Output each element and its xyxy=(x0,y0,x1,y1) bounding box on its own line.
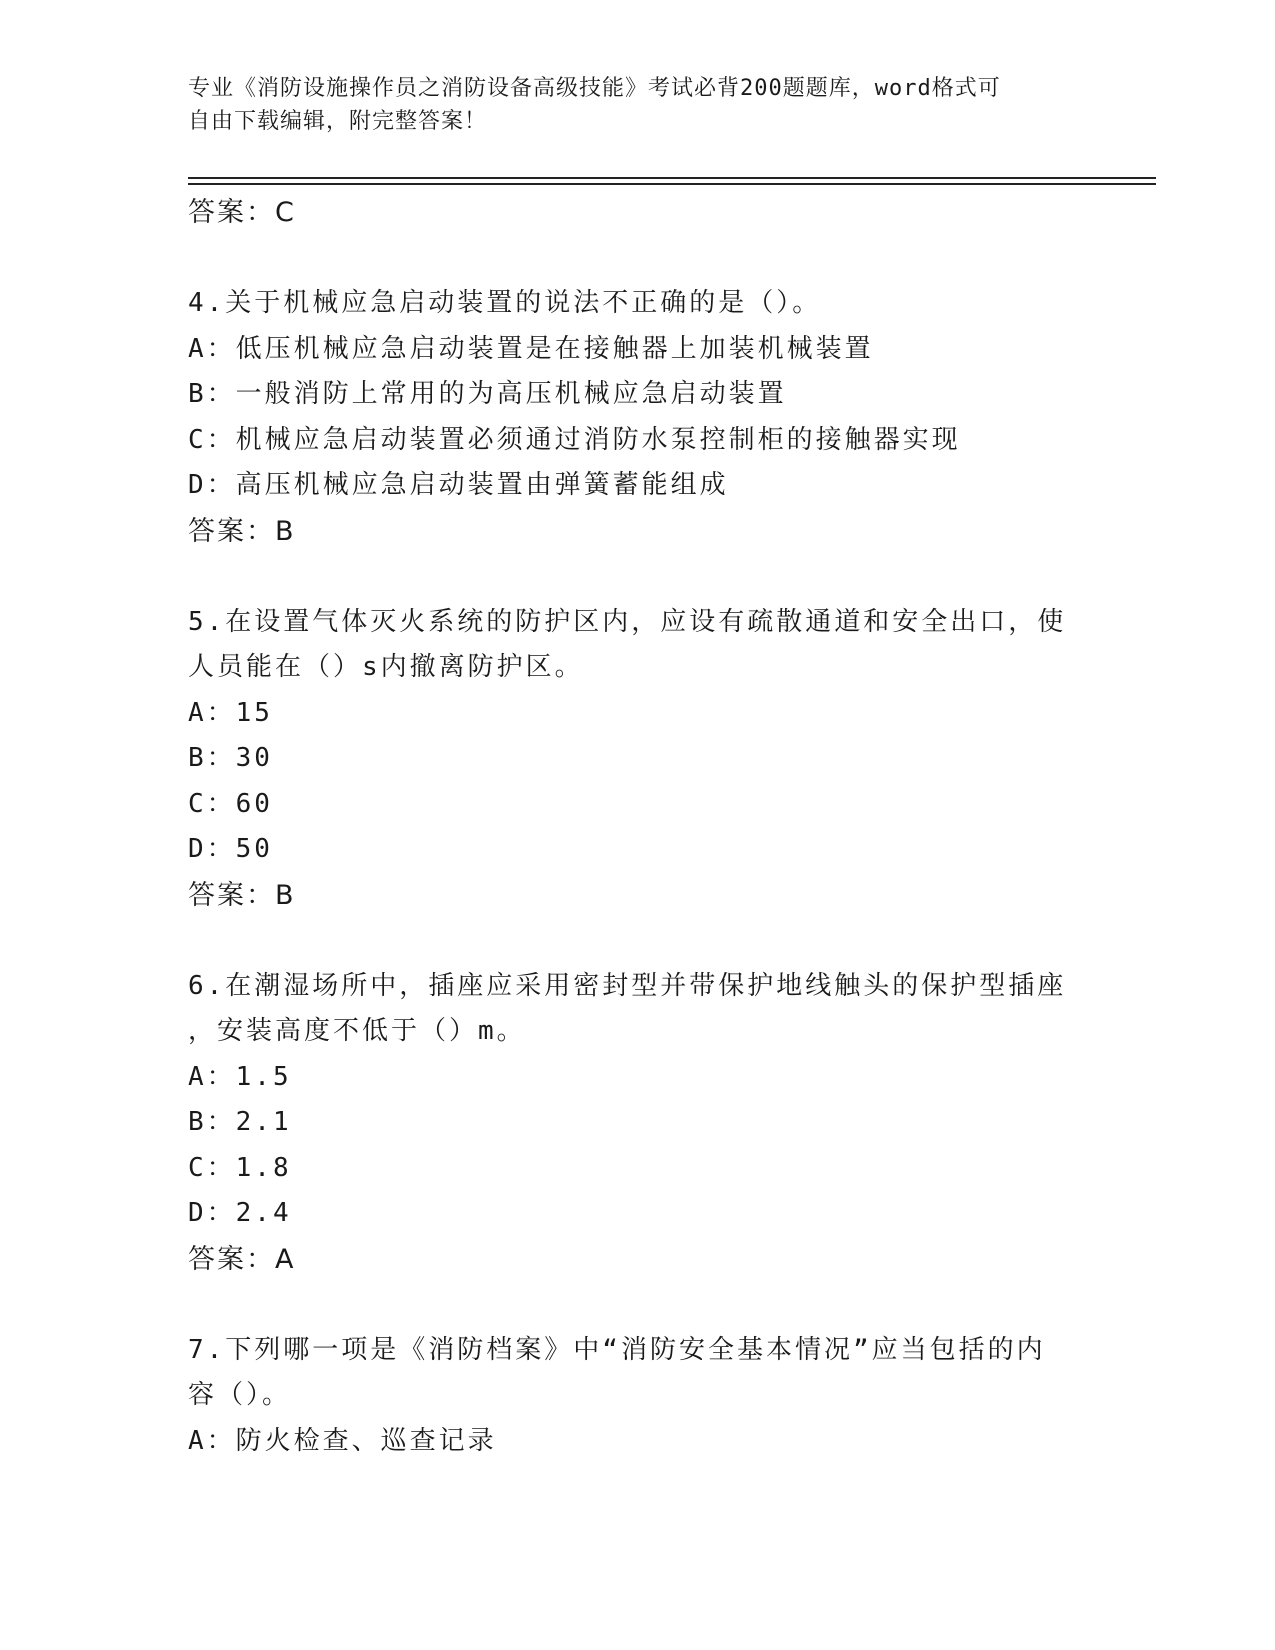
header-line-2: 自由下载编辑，附完整答案！ xyxy=(188,109,488,134)
spacer xyxy=(188,918,1068,964)
question-list xyxy=(188,190,1068,1464)
question-5 xyxy=(188,600,1068,919)
option-a: A：防火检查、巡查记录 xyxy=(188,1425,497,1456)
question-stem: 4.关于机械应急启动装置的说法不正确的是（）。 xyxy=(188,288,822,318)
option-b: B：30 xyxy=(188,743,273,773)
option-c: C：60 xyxy=(188,788,273,819)
header-line-1: 专业《消防设施操作员之消防设备高级技能》考试必背200题题库，word格式可 xyxy=(188,76,1001,101)
question-6 xyxy=(188,964,1068,1283)
question-stem: 6.在潮湿场所中，插座应采用密封型并带保护地线触头的保护型插座 xyxy=(188,970,1067,1001)
option-c: C：机械应急启动装置必须通过消防水泵控制柜的接触器实现 xyxy=(188,424,961,455)
spacer xyxy=(188,554,1068,600)
option-a: A：15 xyxy=(188,697,273,728)
spacer xyxy=(188,1282,1068,1328)
header-divider-top xyxy=(188,177,1156,179)
option-d: D：50 xyxy=(188,834,273,864)
option-a: A：1.5 xyxy=(188,1061,292,1092)
option-a: A：低压机械应急启动装置是在接触器上加装机械装置 xyxy=(188,333,874,364)
answer-previous: 答案：C xyxy=(188,197,296,228)
spacer xyxy=(188,236,1068,282)
question-stem: 7.下列哪一项是《消防档案》中“消防安全基本情况”应当包括的内 xyxy=(188,1334,1046,1365)
answer: 答案：B xyxy=(188,879,296,911)
question-7 xyxy=(188,1328,1068,1465)
option-b: B：2.1 xyxy=(188,1107,292,1137)
question-4 xyxy=(188,281,1068,554)
question-stem-continued: 容（）。 xyxy=(188,1380,292,1410)
header-divider-bottom xyxy=(188,183,1156,185)
option-d: D：2.4 xyxy=(188,1198,292,1228)
question-stem-continued: ，安装高度不低于（）m。 xyxy=(188,1016,526,1046)
question-stem: 5.在设置气体灭火系统的防护区内，应设有疏散通道和安全出口，使 xyxy=(188,606,1067,637)
answer: 答案：A xyxy=(188,1243,296,1275)
answer: 答案：B xyxy=(188,515,296,547)
option-d: D：高压机械应急启动装置由弹簧蓄能组成 xyxy=(188,470,729,500)
option-c: C：1.8 xyxy=(188,1152,292,1183)
document-header xyxy=(188,72,1068,138)
question-stem-continued: 人员能在（）s内撤离防护区。 xyxy=(188,652,584,682)
option-b: B：一般消防上常用的为高压机械应急启动装置 xyxy=(188,379,787,409)
